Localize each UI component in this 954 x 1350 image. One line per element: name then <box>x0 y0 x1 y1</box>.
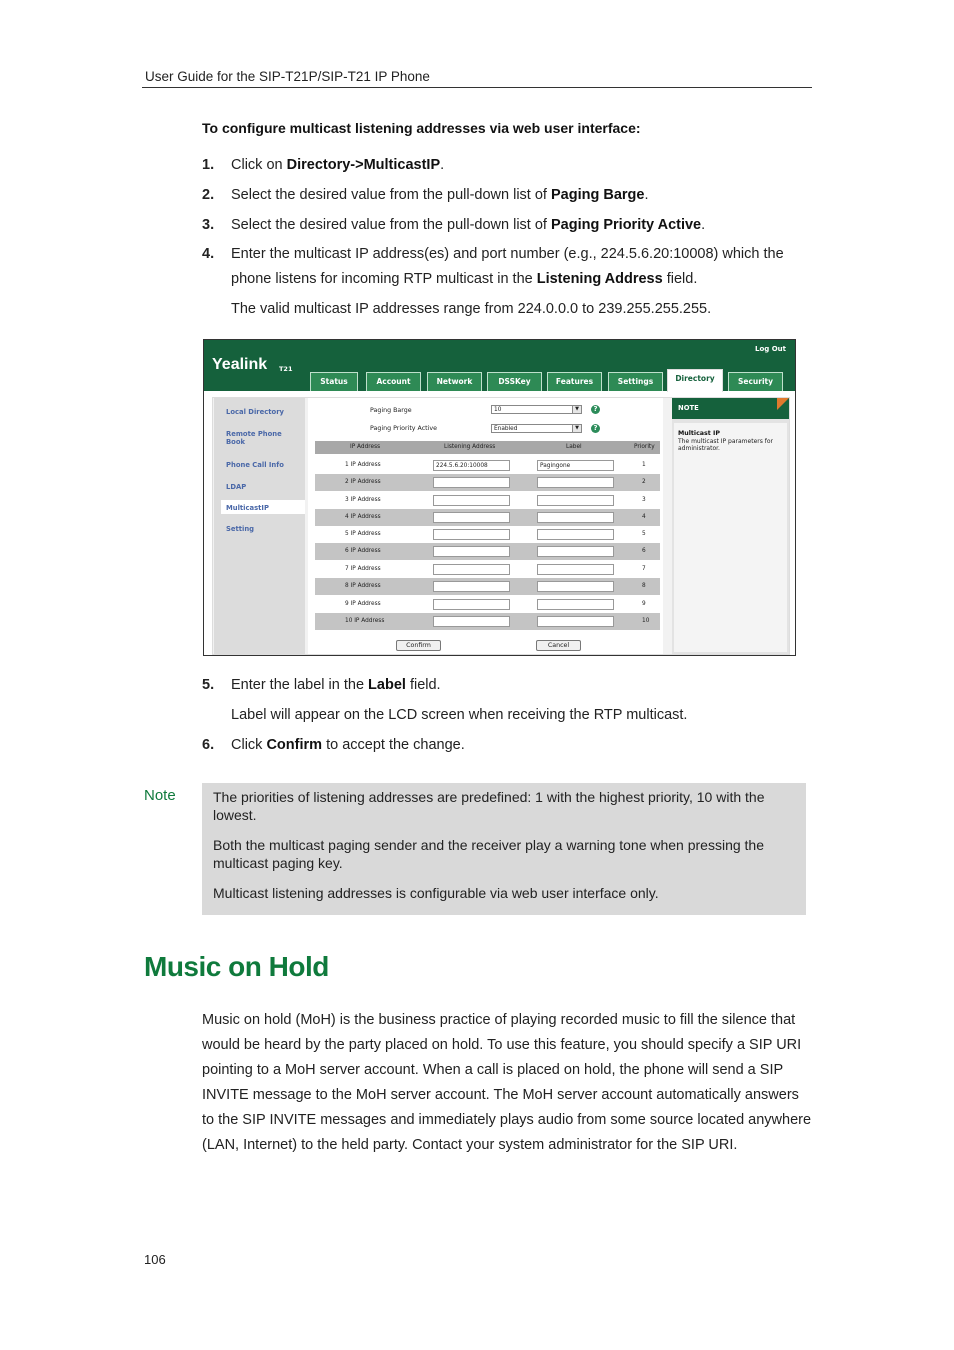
row-priority: 2 <box>642 479 646 485</box>
row-priority: 5 <box>642 531 646 537</box>
table-row <box>315 543 660 560</box>
label-input[interactable] <box>537 495 614 506</box>
row-ip-label: 6 IP Address <box>345 548 381 554</box>
col-priority: Priority <box>634 444 655 450</box>
tab-features[interactable]: Features <box>547 372 602 391</box>
step-text: Select the desired value from the pull-down list of <box>231 187 551 203</box>
label-input[interactable] <box>537 564 614 575</box>
procedure-title: To configure multicast listening addresses via web user interface: <box>202 120 641 136</box>
tab-dsskey[interactable]: DSSKey <box>487 372 542 391</box>
listening-address-input[interactable] <box>433 599 510 610</box>
sidebar-item-multicastip[interactable]: MulticastIP <box>226 504 269 512</box>
note-corner-icon <box>777 398 789 410</box>
tab-settings[interactable]: Settings <box>608 372 663 391</box>
tab-status[interactable]: Status <box>310 372 358 391</box>
header-rule <box>142 87 812 88</box>
web-ui-screenshot <box>203 339 796 656</box>
paging-barge-select[interactable] <box>491 405 582 414</box>
listening-address-input[interactable] <box>433 581 510 592</box>
yealink-logo: Yealink <box>212 356 268 373</box>
note-paragraph: The priorities of listening addresses are predefined: 1 with the highest priority, 10 with the lowest. <box>213 789 765 823</box>
step-text-end: to accept the change. <box>322 737 465 753</box>
step-emphasis: Confirm <box>266 737 323 753</box>
page-number: 106 <box>144 1252 166 1267</box>
row-ip-label: 3 IP Address <box>345 497 381 503</box>
help-icon[interactable]: ? <box>591 424 600 433</box>
note-panel-content <box>674 423 787 652</box>
row-priority: 8 <box>642 583 646 589</box>
note-panel-title: Multicast IP <box>678 430 720 437</box>
label-input[interactable] <box>537 512 614 523</box>
confirm-button[interactable]: Confirm <box>396 640 441 651</box>
listening-address-input[interactable] <box>433 529 510 540</box>
row-priority: 4 <box>642 514 646 520</box>
note-paragraph: Multicast listening addresses is configurable via web user interface only. <box>213 885 659 901</box>
table-row <box>315 578 660 595</box>
table-row <box>315 596 660 613</box>
sidebar-item-local-directory[interactable]: Local Directory <box>226 408 284 416</box>
note-panel-text: The multicast IP parameters for administrator. <box>678 438 774 452</box>
row-ip-label: 8 IP Address <box>345 583 381 589</box>
row-priority: 3 <box>642 497 646 503</box>
listening-address-input[interactable] <box>433 616 510 627</box>
col-ip-address: IP Address <box>350 444 381 450</box>
note-panel-header: NOTE <box>672 398 789 419</box>
step-text: Select the desired value from the pull-down list of <box>231 217 551 233</box>
section-title: Music on Hold <box>144 951 329 982</box>
step-text: Click on <box>231 157 287 173</box>
step-emphasis: Label <box>368 677 406 693</box>
table-row <box>315 561 660 578</box>
step-text: Click <box>231 737 267 753</box>
listening-address-input[interactable] <box>433 495 510 506</box>
row-ip-label: 2 IP Address <box>345 479 381 485</box>
model-badge: T21 <box>279 365 293 373</box>
tab-account[interactable]: Account <box>366 372 421 391</box>
label-input[interactable] <box>537 529 614 540</box>
step-number: 2. <box>202 187 215 203</box>
label-input[interactable]: Pagingone <box>537 460 614 471</box>
paging-barge-value: 10 <box>494 407 502 413</box>
step-number: 6. <box>202 737 215 753</box>
running-header: User Guide for the SIP-T21P/SIP-T21 IP Phone <box>145 69 430 84</box>
step-text: Enter the label in the <box>231 677 369 693</box>
row-priority: 7 <box>642 566 646 572</box>
table-row <box>315 509 660 526</box>
table-row <box>315 492 660 509</box>
table-row <box>315 474 660 491</box>
row-priority: 6 <box>642 548 646 554</box>
row-ip-label: 7 IP Address <box>345 566 381 572</box>
paging-priority-value: Enabled <box>494 426 518 432</box>
step-emphasis: Listening Address <box>536 271 663 287</box>
listening-address-input[interactable] <box>433 564 510 575</box>
step-text-end: field. <box>405 677 441 693</box>
step-text-end: . <box>440 157 445 173</box>
step-4-note: The valid multicast IP addresses range from 224.0.0.0 to 239.255.255.255. <box>231 301 712 317</box>
note-label: Note <box>144 787 176 804</box>
chevron-down-icon: ▼ <box>572 425 581 432</box>
row-ip-label: 10 IP Address <box>345 618 385 624</box>
step-text-end: . <box>644 187 649 203</box>
step-emphasis: Paging Priority Active <box>550 217 702 233</box>
label-input[interactable] <box>537 581 614 592</box>
row-priority: 9 <box>642 601 646 607</box>
note-paragraph: Both the multicast paging sender and the receiver play a warning tone when pressing the multicast paging key. <box>213 837 765 871</box>
step-text: Enter the multicast IP address(es) and port number (e.g., 224.5.6.20:10008) which the phone listens for incoming RTP multicast in the <box>231 246 784 287</box>
listening-address-input[interactable] <box>433 546 510 557</box>
row-ip-label: 4 IP Address <box>345 514 381 520</box>
step-text-end: . <box>701 217 706 233</box>
paging-priority-select[interactable] <box>491 424 582 433</box>
row-ip-label: 9 IP Address <box>345 601 381 607</box>
row-priority: 10 <box>642 618 650 624</box>
row-ip-label: 5 IP Address <box>345 531 381 537</box>
row-ip-label: 1 IP Address <box>345 462 381 468</box>
label-input[interactable] <box>537 477 614 488</box>
label-input[interactable] <box>537 546 614 557</box>
step-text-end: field. <box>662 271 698 287</box>
help-icon[interactable]: ? <box>591 405 600 414</box>
tab-security[interactable]: Security <box>728 372 783 391</box>
tab-network[interactable]: Network <box>427 372 482 391</box>
sidebar-item-phone-call-info[interactable]: Phone Call Info <box>226 461 284 469</box>
step-emphasis: Paging Barge <box>550 187 645 203</box>
step-number: 4. <box>202 246 215 262</box>
col-label: Label <box>566 444 582 450</box>
step-number: 5. <box>202 677 215 693</box>
chevron-down-icon: ▼ <box>572 406 581 413</box>
sidebar-item-remote-phone-book[interactable]: Remote Phone Book <box>226 430 282 446</box>
label-input[interactable] <box>537 616 614 627</box>
label-input[interactable] <box>537 599 614 610</box>
listening-address-input[interactable] <box>433 512 510 523</box>
table-row <box>315 526 660 543</box>
step-number: 1. <box>202 157 215 173</box>
step-emphasis: Directory->MulticastIP <box>286 157 441 173</box>
listening-address-input[interactable]: 224.5.6.20:10008 <box>433 460 510 471</box>
step-number: 3. <box>202 217 215 233</box>
row-priority: 1 <box>642 462 646 468</box>
step-5-note: Label will appear on the LCD screen when receiving the RTP multicast. <box>231 707 688 723</box>
section-paragraph: Music on hold (MoH) is the business practice of playing recorded music to fill the silence that would be heard by the party placed on hold. To use this feature, you should specify a SIP URI pointing to a MoH server account. When a call is placed on hold, the phone will send a SIP INVITE message to the MoH server account. The MoH server account automatically answers to the SIP INVITE messages and immediately plays audio from some source located anywhere (LAN, Internet) to the held party. Contact your system administrator for the SIP URI. <box>202 1012 812 1153</box>
col-listening-address: Listening Address <box>444 444 496 450</box>
table-row <box>315 457 660 474</box>
listening-address-input[interactable] <box>433 477 510 488</box>
paging-priority-label: Paging Priority Active <box>370 425 437 432</box>
tab-directory[interactable]: Directory <box>667 369 723 392</box>
sidebar-item-setting[interactable]: Setting <box>226 525 255 533</box>
logout-link[interactable]: Log Out <box>755 345 786 353</box>
table-row <box>315 613 660 630</box>
cancel-button[interactable]: Cancel <box>536 640 581 651</box>
paging-barge-label: Paging Barge <box>370 407 412 414</box>
sidebar-item-ldap[interactable]: LDAP <box>226 483 247 491</box>
